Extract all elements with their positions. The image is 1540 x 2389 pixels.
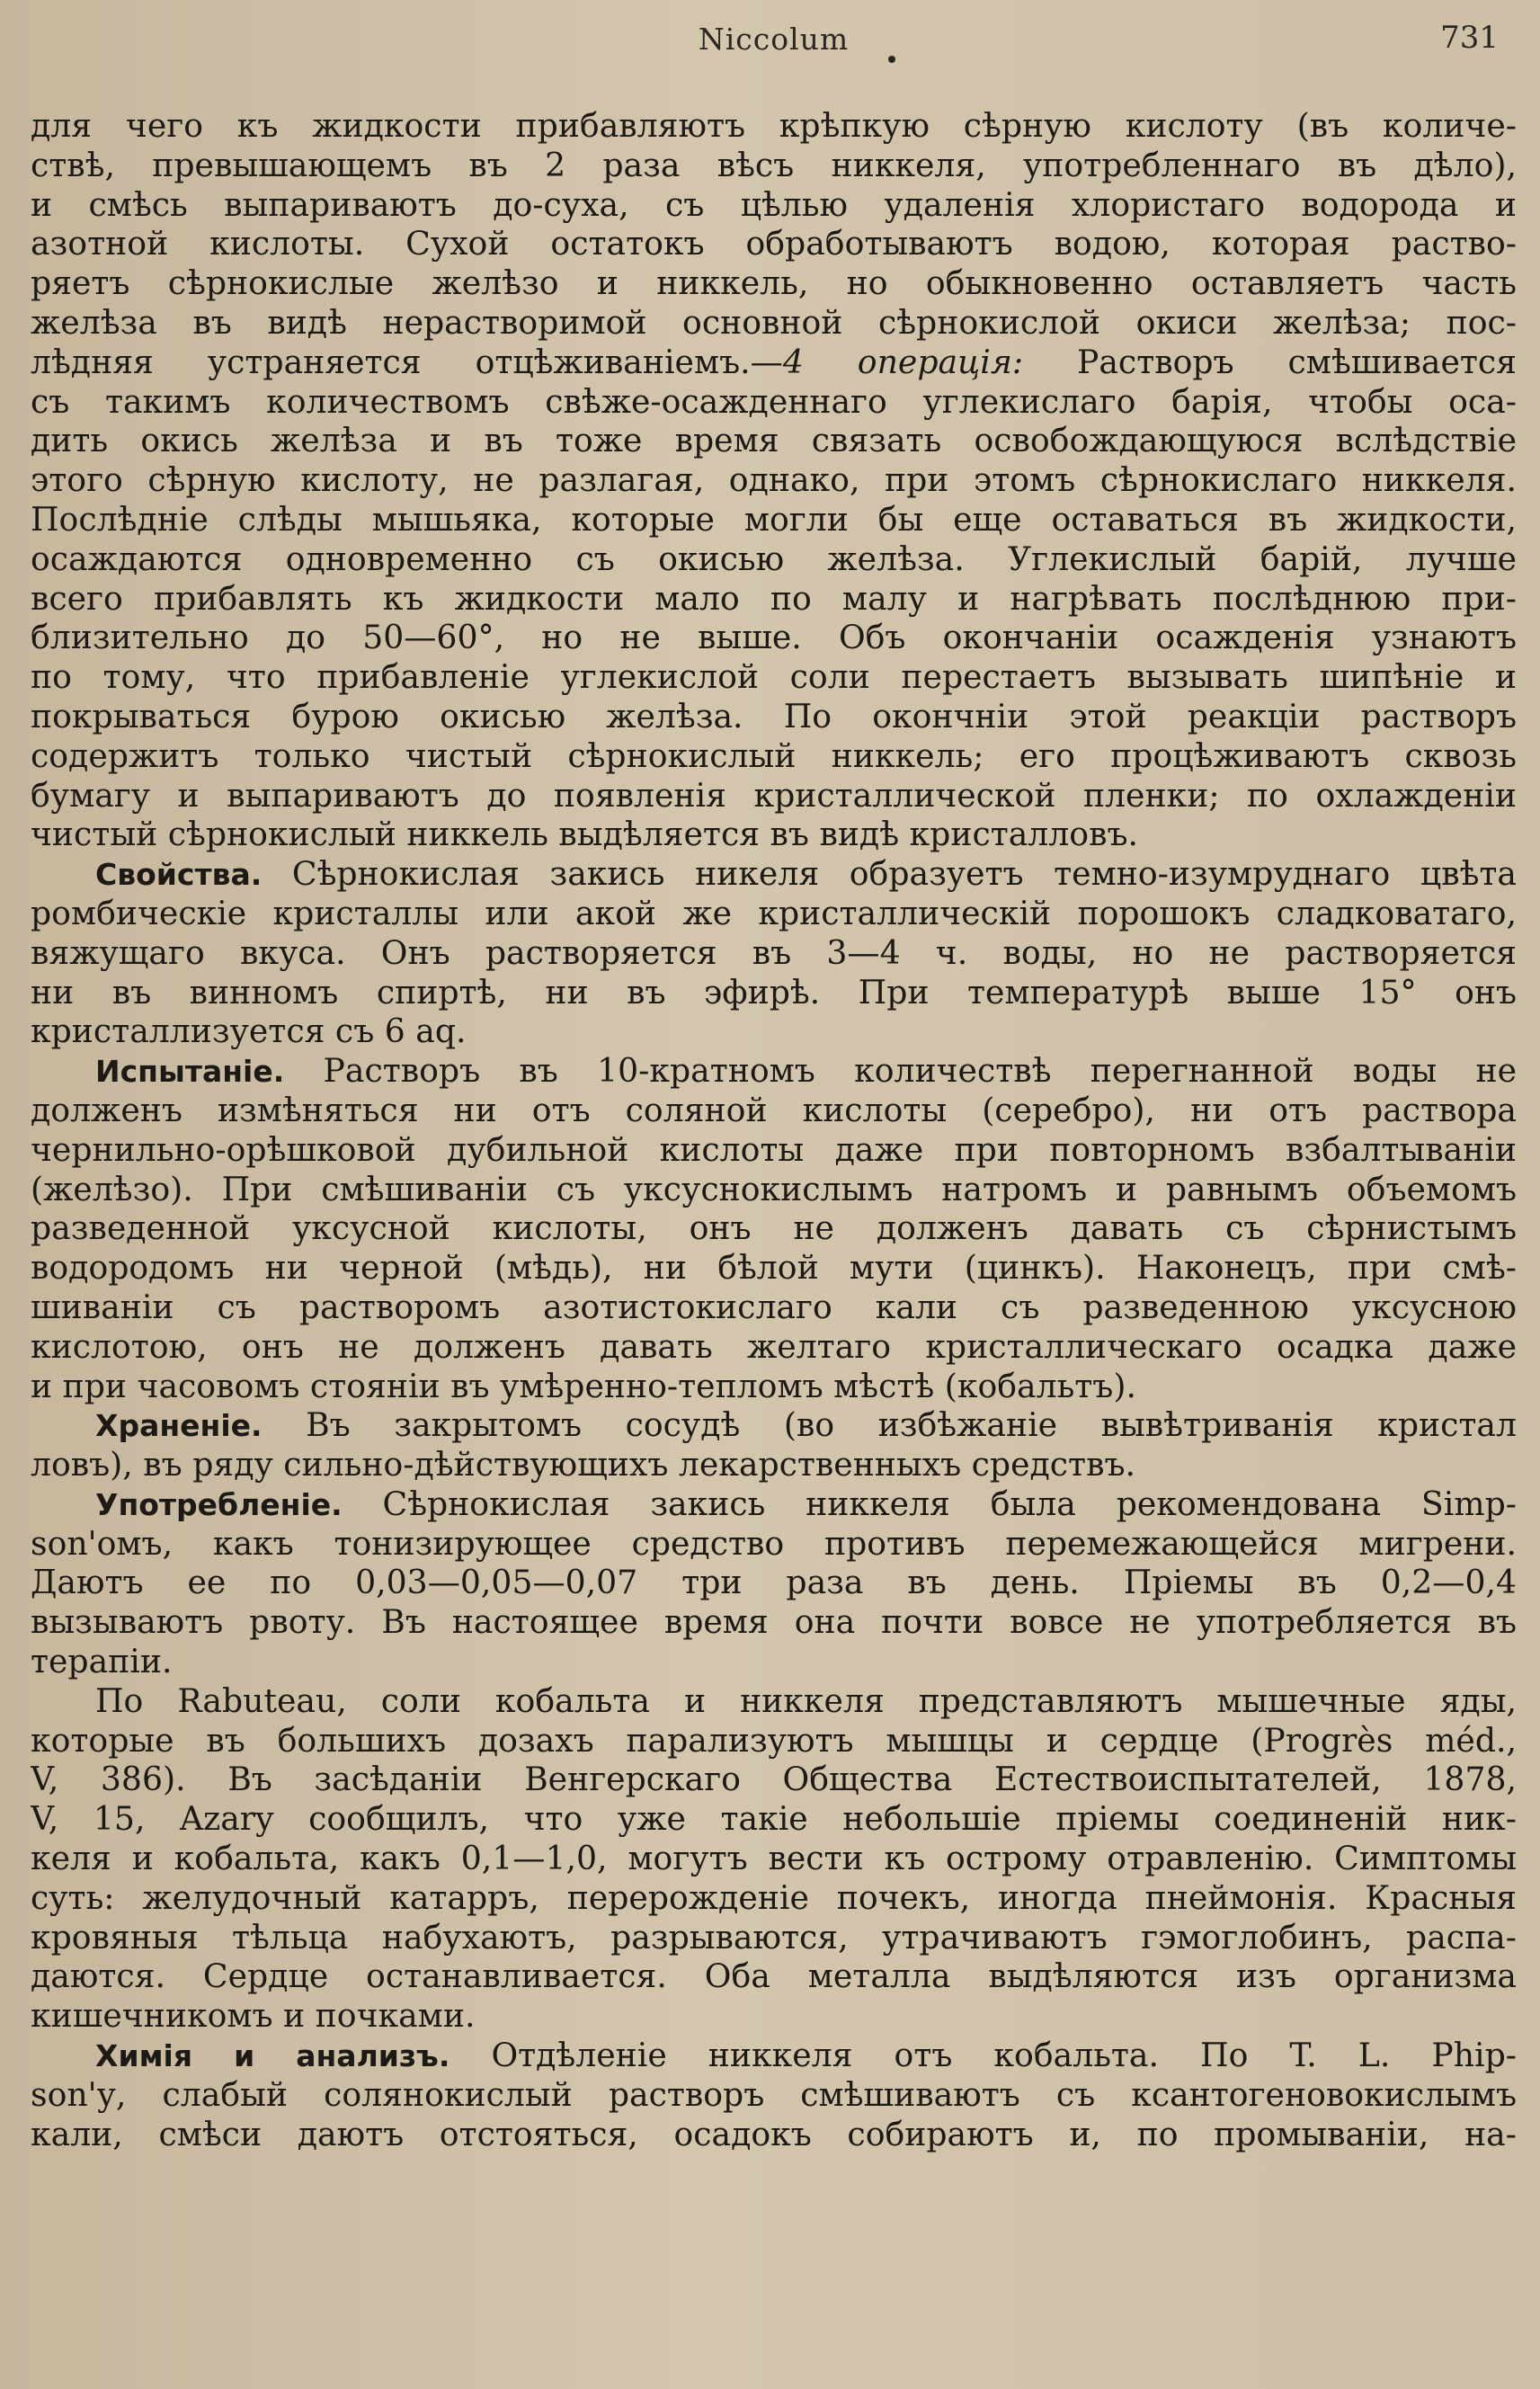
line-text: для чего къ жидкости прибавляютъ крѣпкую сѣрную кислоту (въ количе- — [31, 106, 1517, 145]
text-line — [31, 263, 1517, 303]
line-text: осаждаются одновременно съ окисью желѣза. Углекислый барій, лучше — [31, 539, 1517, 578]
body-text — [31, 106, 1517, 2153]
line-text: V, 386). Въ засѣданіи Венгерскаго Общества Естествоиспытателей, 1878, — [31, 1760, 1517, 1799]
section-heading: Испытаніе. — [95, 1054, 285, 1090]
section-heading: Химія и анализъ. — [95, 2038, 450, 2074]
line-text: вызываютъ рвоту. Въ настоящее время она почти вовсе не употребляется въ — [31, 1602, 1517, 1642]
line-text: ни въ винномъ спиртѣ, ни въ эфирѣ. При температурѣ выше 15° онъ — [31, 972, 1517, 1012]
text-line — [31, 1760, 1517, 1799]
text-line — [31, 460, 1517, 500]
text-line — [31, 1405, 1517, 1445]
line-text: по тому, что прибавленіе углекислой соли перестаетъ вызывать шипѣніе и — [31, 657, 1517, 697]
line-text: Въ закрытомъ сосудѣ (во избѣжаніе вывѣтриванія кристал — [262, 1405, 1517, 1445]
line-text: келя и кобальта, какъ 0,1—1,0, могутъ вести къ острому отравленію. Симптомы — [31, 1839, 1517, 1878]
line-text: содержитъ только чистый сѣрнокислый никкель; его процѣживаютъ сквозь — [31, 735, 1517, 775]
line-text: (желѣзо). При смѣшиваніи съ уксуснокислымъ натромъ и равнымъ объемомъ — [31, 1169, 1517, 1208]
line-text: кишечникомъ и почками. — [31, 1996, 476, 2036]
text-line — [31, 1918, 1517, 1957]
text-line — [31, 776, 1517, 816]
line-text: son'омъ, какъ тонизирующее средство противъ перемежающейся мигрени. — [31, 1523, 1517, 1563]
italic-text: 4 операція: — [782, 342, 1024, 381]
text-line — [31, 1681, 1517, 1721]
text-line — [31, 973, 1517, 1012]
text-line — [31, 1957, 1517, 1996]
line-text: ромбическіе кристаллы или акой же кристаллическій порошокъ сладковатаго, — [31, 893, 1517, 932]
line-text: V, 15, Azary сообщилъ, что уже такіе небольшіе пріемы соединеній ник- — [31, 1799, 1517, 1839]
text-line — [31, 697, 1517, 736]
line-text: бумагу и выпариваютъ до появленія кристаллической пленки; по охлажденіи — [31, 775, 1517, 815]
text-line — [31, 1012, 1517, 1051]
line-text: По Rabuteau, соли кобальта и никкеля представляютъ мышечные яды, — [95, 1680, 1517, 1720]
text-line — [31, 657, 1517, 697]
section-heading: Употребленіе. — [95, 1486, 343, 1522]
text-line — [31, 1524, 1517, 1564]
text-line — [31, 1170, 1517, 1209]
text-line — [31, 579, 1517, 619]
line-text: разведенной уксусной кислоты, онъ не долженъ давать съ сѣрнистымъ — [31, 1208, 1517, 1248]
text-line — [31, 185, 1517, 225]
text-line — [31, 1208, 1517, 1248]
text-line — [31, 1602, 1517, 1642]
text-line — [31, 815, 1517, 854]
text-line — [31, 146, 1517, 185]
line-text: кровяныя тѣльца набухаютъ, разрываются, утрачиваютъ гэмоглобинъ, распа- — [31, 1917, 1517, 1957]
line-text: которые въ большихъ дозахъ парализуютъ мышцы и сердце (Progrès méd., — [31, 1720, 1517, 1760]
line-text: и смѣсь выпариваютъ до-суха, съ цѣлью удаленія хлористаго водорода и — [31, 184, 1517, 224]
text-line — [31, 1799, 1517, 1839]
line-text: кристаллизуется съ 6 aq. — [31, 1012, 467, 1051]
line-text: всего прибавлять къ жидкости мало по малу и нагрѣвать послѣднюю при- — [31, 578, 1517, 618]
text-line — [31, 1721, 1517, 1761]
line-text: чернильно-орѣшковой дубильной кислоты даже при повторномъ взбалтываніи — [31, 1129, 1517, 1169]
line-text: Растворъ въ 10-кратномъ количествѣ перегнанной воды не — [284, 1051, 1517, 1091]
text-line — [31, 1248, 1517, 1288]
line-text: водородомъ ни черной (мѣдь), ни бѣлой мути (цинкъ). Наконецъ, при смѣ- — [31, 1248, 1517, 1288]
line-text: шиваніи съ растворомъ азотистокислаго кали съ разведенною уксусною — [31, 1287, 1517, 1326]
line-text: и при часовомъ стояніи въ умѣренно-тепломъ мѣстѣ (кобальтъ). — [31, 1366, 1136, 1405]
text-line — [31, 2036, 1517, 2075]
line-text: даются. Сердце останавливается. Оба металла выдѣляются изъ организма — [31, 1957, 1517, 1996]
line-text: кали, смѣси даютъ отстояться, осадокъ собираютъ и, по промываніи, на- — [31, 2114, 1517, 2153]
text-line — [31, 2075, 1517, 2115]
text-line — [31, 303, 1517, 343]
line-text: дить окись желѣза и въ тоже время связать освобождающуюся вслѣдствіе — [31, 421, 1517, 460]
text-line — [31, 1130, 1517, 1170]
text-line — [31, 1642, 1517, 1681]
line-text: суть: желудочный катарръ, перерожденіе почекъ, иногда пнеймонія. Красныя — [31, 1877, 1517, 1917]
line-text: близительно до 50—60°, но не выше. Объ окончаніи осажденія узнаютъ — [31, 618, 1517, 657]
line-text: лѣдняя устраняется отцѣживаніемъ.— — [31, 342, 783, 381]
text-line — [31, 1327, 1517, 1367]
line-text: вяжущаго вкуса. Онъ растворяется въ 3—4 ч. воды, но не растворяется — [31, 932, 1517, 972]
page-number: 731 — [1440, 20, 1499, 56]
line-text: Растворъ смѣшивается — [1023, 342, 1517, 381]
text-line — [31, 1484, 1517, 1524]
text-line — [31, 618, 1517, 657]
line-text: Отдѣленіе никкеля отъ кобальта. По T. L. Phip- — [450, 2036, 1517, 2075]
text-line — [31, 1878, 1517, 1918]
line-text: кислотою, онъ не долженъ давать желтаго кристаллическаго осадка даже — [31, 1326, 1517, 1366]
line-text: ствѣ, превышающемъ въ 2 раза вѣсъ никкеля, употребленнаго въ дѣло), — [31, 145, 1517, 184]
text-line — [31, 539, 1517, 579]
text-line — [31, 421, 1517, 460]
running-title: Niccolum — [698, 22, 850, 57]
text-line — [31, 1288, 1517, 1327]
line-text: чистый сѣрнокислый никкель выдѣляется въ видѣ кристалловъ. — [31, 815, 1138, 854]
section-heading: Храненіе. — [95, 1408, 263, 1444]
text-line — [31, 1563, 1517, 1602]
text-line — [31, 2115, 1517, 2154]
text-line — [31, 500, 1517, 539]
text-line — [31, 1367, 1517, 1406]
line-text: азотной кислоты. Сухой остатокъ обработываютъ водою, которая раство- — [31, 224, 1517, 263]
line-text: Даютъ ее по 0,03—0,05—0,07 три раза въ день. Пріемы въ 0,2—0,4 — [31, 1563, 1517, 1602]
text-line — [31, 1051, 1517, 1091]
line-text: Сѣрнокислая закись никеля образуетъ темно-изумруднаго цвѣта — [262, 854, 1517, 894]
text-line — [31, 1445, 1517, 1484]
line-text: ловъ), въ ряду сильно-дѣйствующихъ лекарственныхъ средствъ. — [31, 1445, 1135, 1484]
text-line — [31, 854, 1517, 894]
line-text: ряетъ сѣрнокислые желѣзо и никкель, но обыкновенно оставляетъ часть — [31, 263, 1517, 303]
text-line — [31, 933, 1517, 973]
line-text: покрываться бурою окисью желѣза. По окончніи этой реакціи растворъ — [31, 696, 1517, 735]
text-line — [31, 382, 1517, 422]
text-line — [31, 736, 1517, 776]
text-line — [31, 224, 1517, 263]
text-line — [31, 894, 1517, 933]
line-text: съ такимъ количествомъ свѣже-осажденнаго углекислаго барія, чтобы оса- — [31, 381, 1517, 421]
line-text: son'у, слабый солянокислый растворъ смѣшиваютъ съ ксантогеновокислымъ — [31, 2074, 1517, 2114]
ink-dot — [888, 56, 895, 63]
text-line — [31, 343, 1517, 382]
line-text: долженъ измѣняться ни отъ соляной кислоты (серебро), ни отъ раствора — [31, 1090, 1517, 1129]
line-text: терапіи. — [31, 1642, 173, 1681]
text-line — [31, 106, 1517, 146]
line-text: желѣза въ видѣ нерастворимой основной сѣрнокислой окиси желѣза; пос- — [31, 302, 1517, 342]
line-text: Послѣдніе слѣды мышьяка, которые могли бы еще оставаться въ жидкости, — [31, 499, 1517, 539]
line-text: Сѣрнокислая закись никкеля была рекомендована Simp- — [342, 1484, 1517, 1523]
text-line — [31, 1996, 1517, 2036]
section-heading: Свойства. — [95, 857, 263, 893]
text-line — [31, 1839, 1517, 1878]
text-line — [31, 1091, 1517, 1130]
page-header — [31, 13, 1517, 58]
line-text: этого сѣрную кислоту, не разлагая, однако, при этомъ сѣрнокислаго никкеля. — [31, 460, 1517, 500]
